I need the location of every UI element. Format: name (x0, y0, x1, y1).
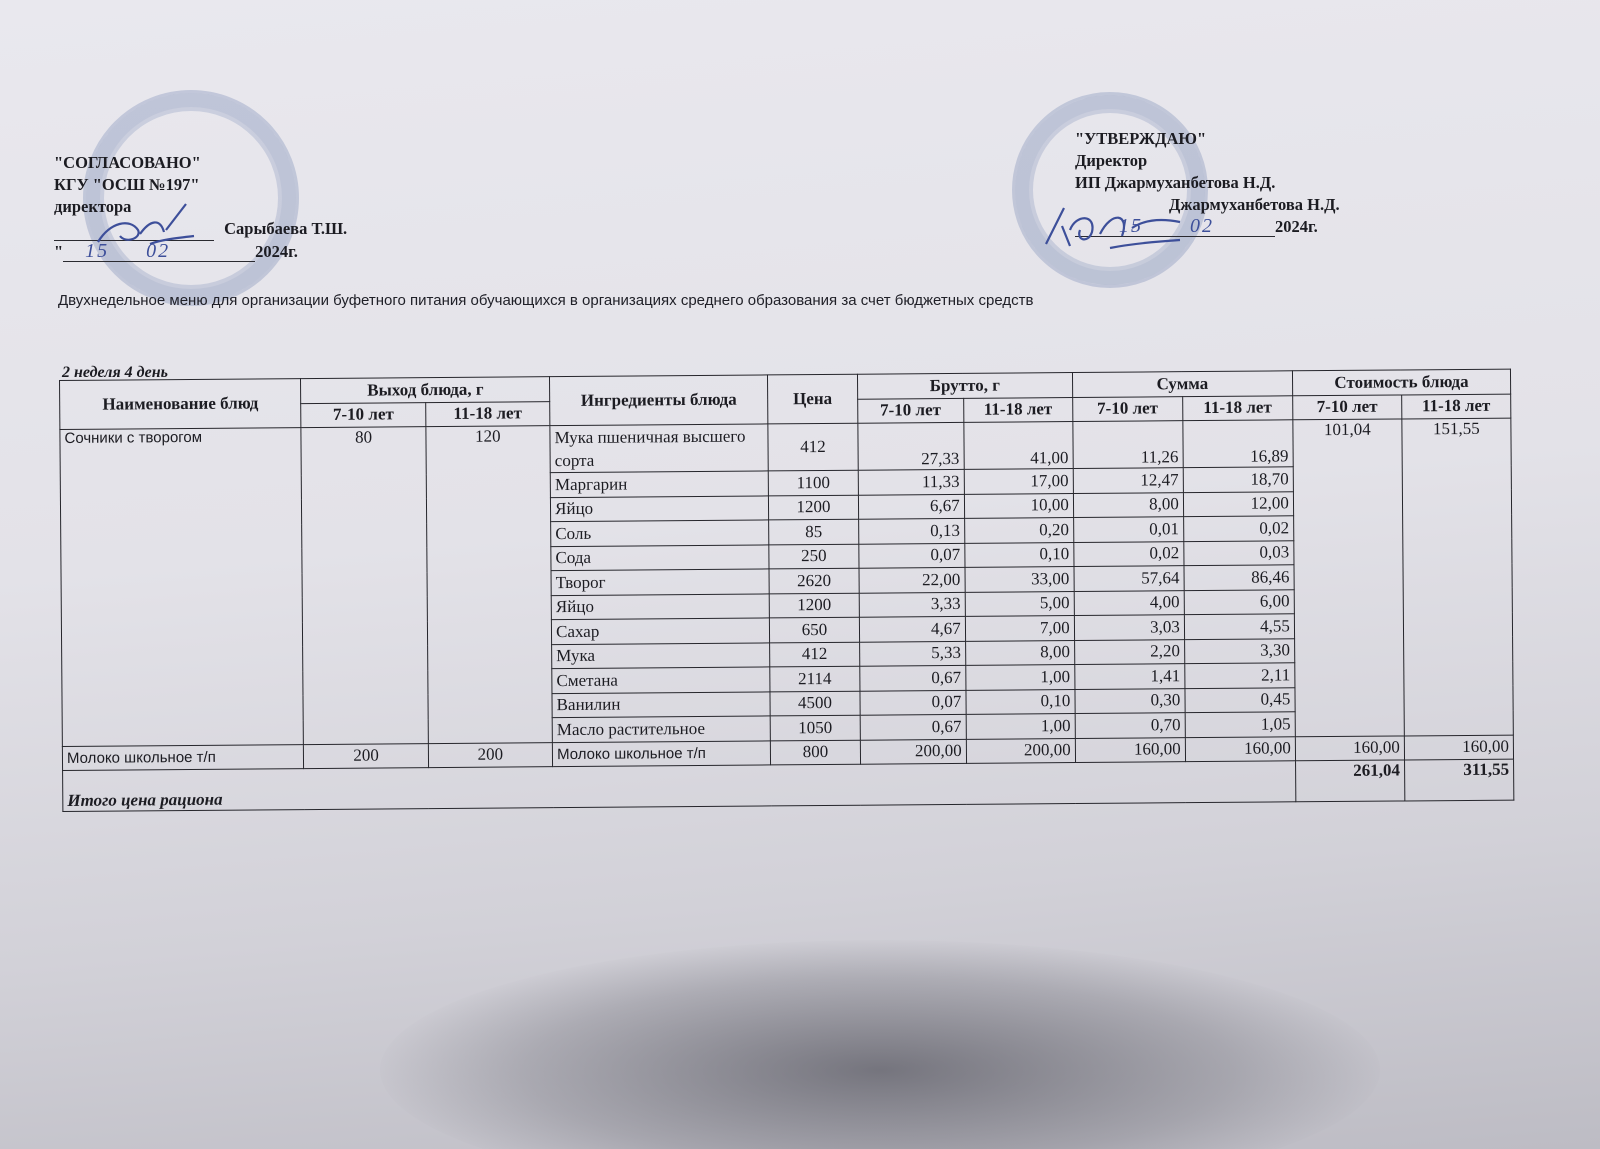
gross-old: 5,00 (965, 591, 1074, 616)
sum-young: 1,41 (1075, 664, 1185, 689)
gross-young: 27,33 (858, 422, 964, 470)
week-day-label: 2 неделя 4 день (62, 364, 168, 381)
approved-date-year: 2024г. (1275, 217, 1318, 236)
gross-young: 4,67 (859, 616, 965, 641)
date-year: 2024г. (255, 242, 298, 261)
ingredient-name: Соль (551, 520, 769, 546)
ingredient-price: 85 (769, 519, 859, 544)
date-month: 02 (146, 240, 171, 262)
header-cost-young: 7-10 лет (1293, 394, 1402, 419)
sum-young: 57,64 (1074, 566, 1184, 591)
header-ingredients: Ингредиенты блюда (550, 375, 768, 426)
total-label: Итого цена рациона (63, 761, 1296, 812)
header-sum-young: 7-10 лет (1072, 396, 1182, 421)
sum-old: 2,11 (1185, 663, 1295, 688)
gross-old: 0,10 (966, 689, 1075, 714)
gross-old: 0,20 (964, 518, 1073, 543)
gross-young: 22,00 (859, 567, 965, 592)
dish-cost-old: 160,00 (1404, 735, 1513, 760)
ingredient-name: Сметана (552, 667, 770, 693)
sum-young: 12,47 (1073, 468, 1183, 493)
approved-heading: "УТВЕРЖДАЮ" (1075, 129, 1207, 148)
ingredient-price: 650 (770, 617, 860, 642)
gross-young: 3,33 (859, 592, 965, 617)
gross-young: 0,67 (860, 714, 966, 739)
gross-old: 0,10 (965, 542, 1074, 567)
ingredient-price: 2620 (769, 568, 859, 593)
ingredient-name: Ванилин (552, 691, 770, 717)
menu-title: Двухнедельное меню для организации буфетного питания обучающихся в организациях среднего образования за счет бюджетных средств (58, 292, 1034, 309)
gross-young: 0,13 (858, 518, 964, 543)
sum-young: 3,03 (1074, 615, 1184, 640)
gross-old: 7,00 (965, 616, 1074, 641)
sum-old: 86,46 (1184, 565, 1294, 590)
ingredient-price: 800 (770, 740, 860, 765)
left-signature (90, 200, 200, 260)
sum-young: 0,70 (1075, 713, 1185, 738)
gross-old: 41,00 (964, 422, 1073, 470)
sum-young: 8,00 (1073, 492, 1183, 517)
sum-young: 0,01 (1073, 517, 1183, 542)
camera-shadow (380, 940, 1380, 1149)
ingredient-name: Яйцо (551, 593, 769, 619)
approved-date-month: 02 (1190, 215, 1214, 237)
total-old: 311,55 (1404, 759, 1513, 801)
table-row (60, 418, 1511, 476)
menu-table (59, 369, 1514, 812)
ingredient-name: Творог (551, 569, 769, 595)
sum-young: 4,00 (1074, 590, 1184, 615)
total-young: 261,04 (1295, 760, 1404, 802)
gross-old: 8,00 (965, 640, 1074, 665)
sum-young: 0,30 (1075, 688, 1185, 713)
ingredient-name: Яйцо (551, 495, 769, 521)
ingredient-name: Масло растительное (552, 716, 770, 742)
approved-role: Директор (1075, 151, 1148, 170)
sum-old: 16,89 (1183, 420, 1293, 468)
gross-old: 200,00 (966, 738, 1075, 763)
agreed-role: директора (54, 197, 132, 216)
ingredient-price: 412 (770, 642, 860, 667)
ingredient-price: 4500 (770, 691, 860, 716)
gross-old: 1,00 (966, 714, 1075, 739)
dish-output-young: 80 (301, 427, 428, 744)
sum-old: 0,45 (1185, 687, 1295, 712)
dish-name: Сочники с творогом (60, 428, 304, 746)
header-gross: Брутто, г (857, 373, 1072, 399)
ingredient-name: Молоко школьное т/п (552, 740, 770, 766)
date-day: 15 (85, 240, 110, 262)
agreed-heading: "СОГЛАСОВАНО" (54, 153, 201, 172)
gross-young: 0,07 (859, 543, 965, 568)
dish-output-old: 120 (426, 426, 553, 743)
dish-cost-old: 151,55 (1402, 418, 1514, 735)
sum-old: 0,03 (1184, 540, 1294, 565)
gross-young: 200,00 (860, 739, 966, 764)
gross-young: 0,07 (860, 690, 966, 715)
sum-young: 0,02 (1074, 541, 1184, 566)
sum-old: 6,00 (1184, 589, 1294, 614)
gross-old: 1,00 (966, 665, 1075, 690)
dish-output-old: 200 (428, 742, 552, 767)
ingredient-name: Мука пшеничная высшего сорта (550, 424, 768, 473)
ingredient-name: Сахар (551, 618, 769, 644)
dish-name: Молоко школьное т/п (62, 744, 304, 770)
header-gross-young: 7-10 лет (857, 398, 963, 423)
approved-org: ИП Джармуханбетова Н.Д. (1075, 173, 1276, 192)
header-gross-old: 11-18 лет (963, 397, 1072, 422)
ingredient-price: 1200 (769, 593, 859, 618)
ingredient-name: Маргарин (550, 471, 768, 497)
header-dish-cost: Стоимость блюда (1292, 369, 1510, 395)
dish-cost-young: 101,04 (1293, 419, 1404, 736)
approved-date-day: 15 (1119, 215, 1143, 237)
sum-old: 4,55 (1184, 614, 1294, 639)
header-output-young: 7-10 лет (301, 402, 425, 427)
header-output: Выход блюда, г (301, 377, 550, 403)
sum-old: 160,00 (1185, 736, 1295, 761)
ingredient-price: 1100 (768, 470, 858, 495)
sum-old: 1,05 (1185, 712, 1295, 737)
header-cost-old: 11-18 лет (1402, 394, 1511, 419)
sum-young: 11,26 (1073, 421, 1183, 469)
right-signature (1040, 200, 1190, 260)
sum-young: 2,20 (1074, 639, 1184, 664)
gross-young: 11,33 (858, 469, 964, 494)
ingredient-price: 2114 (770, 666, 860, 691)
ingredient-price: 412 (768, 423, 858, 471)
ingredient-price: 1050 (770, 715, 860, 740)
gross-old: 17,00 (964, 469, 1073, 494)
gross-young: 0,67 (860, 665, 966, 690)
ingredient-price: 250 (769, 544, 859, 569)
gross-old: 10,00 (964, 493, 1073, 518)
sum-young: 160,00 (1075, 737, 1185, 762)
ingredient-name: Мука (552, 642, 770, 668)
sum-old: 18,70 (1183, 467, 1293, 492)
ingredient-name: Сода (551, 544, 769, 570)
gross-young: 6,67 (858, 494, 964, 519)
approved-name: Джармуханбетова Н.Д. (1169, 195, 1340, 214)
date-open-quote: " (54, 242, 64, 261)
dish-cost-young: 160,00 (1295, 735, 1404, 760)
header-dish-name: Наименование блюд (60, 379, 302, 430)
sum-old: 3,30 (1184, 638, 1294, 663)
gross-old: 33,00 (965, 567, 1074, 592)
dish-output-young: 200 (304, 743, 428, 768)
agreed-name: Сарыбаева Т.Ш. (224, 219, 348, 238)
gross-young: 5,33 (859, 641, 965, 666)
sum-old: 0,02 (1183, 516, 1293, 541)
ingredient-price: 1200 (769, 495, 859, 520)
sum-old: 12,00 (1183, 491, 1293, 516)
header-output-old: 11-18 лет (425, 401, 549, 426)
header-sum-old: 11-18 лет (1182, 395, 1292, 420)
header-sum: Сумма (1072, 371, 1292, 397)
agreed-org: КГУ "ОСШ №197" (54, 175, 200, 194)
header-price: Цена (768, 374, 858, 424)
